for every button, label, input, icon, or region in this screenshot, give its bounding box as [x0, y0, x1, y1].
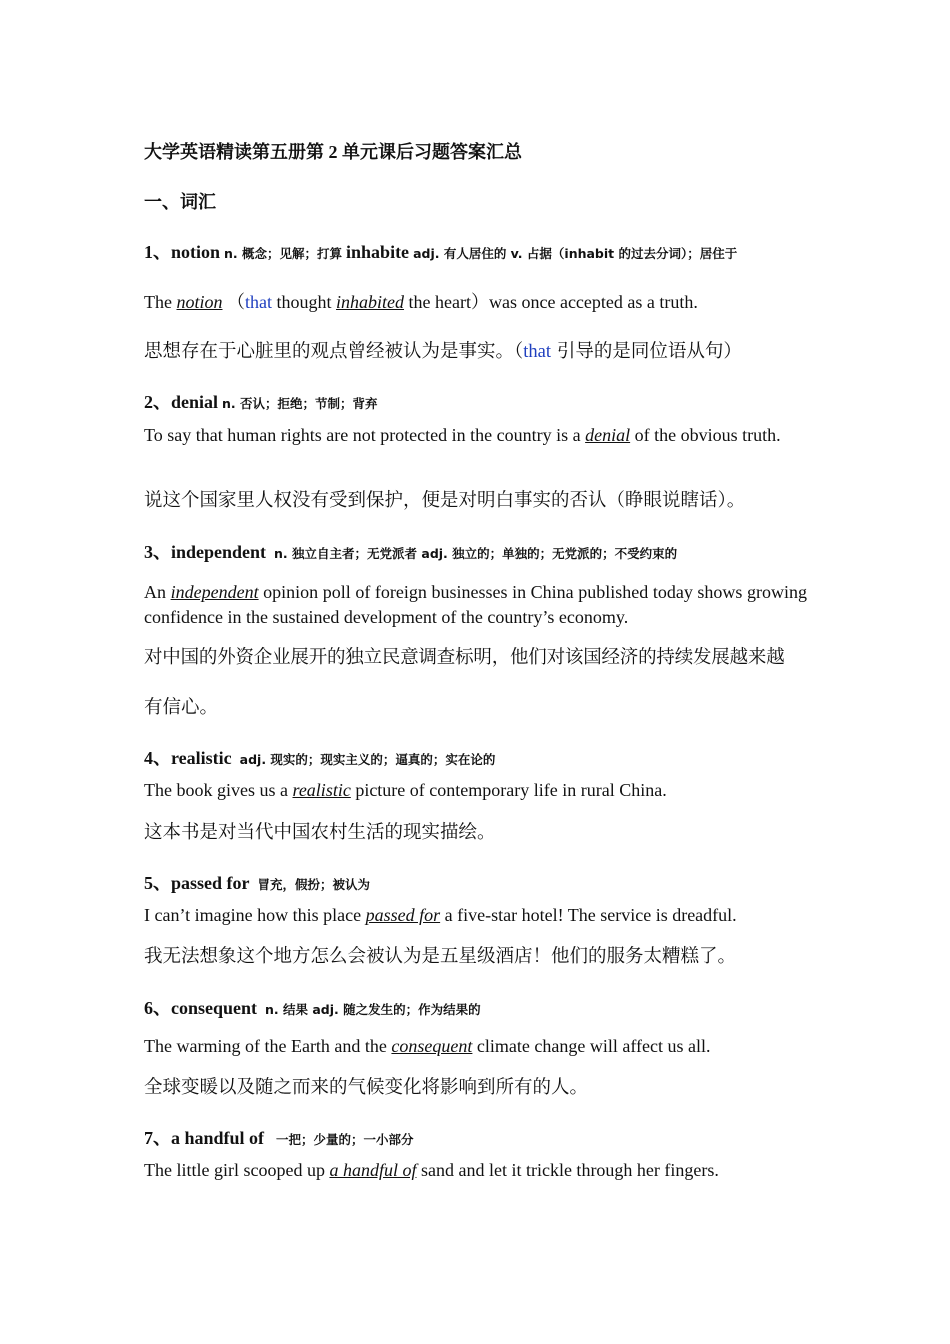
text-run: The book gives us a — [144, 780, 293, 800]
text-run: （ — [222, 292, 245, 312]
example-sentence-en — [144, 580, 807, 630]
example-sentence-en — [144, 1160, 807, 1181]
vocab-word: 3、independent — [144, 542, 267, 562]
text-run: I can’t imagine how this place — [144, 905, 366, 925]
keyword: a handful of — [329, 1160, 417, 1180]
text-run: The — [144, 292, 177, 312]
vocab-word: 1、notion — [144, 242, 221, 262]
vocab-word-2: inhabite — [346, 242, 410, 262]
vocab-definition-2: adj. 有人居住的 v. 占据（inhabit 的过去分词）；居住于 — [413, 246, 738, 261]
vocab-word: 2、denial — [144, 392, 219, 412]
example-sentence-zh: 说这个国家里人权没有受到保护，便是对明白事实的否认（睁眼说瞎话）。 — [144, 490, 746, 511]
vocab-definition: n. 概念；见解；打算 — [224, 246, 343, 261]
vocab-entry-a-handful-of — [144, 1124, 807, 1150]
text-run: The little girl scooped up — [144, 1160, 330, 1180]
vocab-word: 5、passed for — [144, 873, 250, 893]
text-run: a five-star hotel! The service is dreadful. — [440, 905, 737, 925]
section-heading: 一、词汇 — [144, 192, 216, 212]
vocab-entry-independent — [144, 538, 807, 564]
text-run: picture of contemporary life in rural China. — [350, 780, 667, 800]
example-sentence-en — [144, 905, 807, 926]
keyword: passed for — [365, 905, 441, 925]
text-run: climate change will affect us all. — [472, 1036, 711, 1056]
keyword: inhabited — [336, 292, 405, 312]
text-run: The warming of the Earth and the — [144, 1036, 392, 1056]
vocab-word: 6、consequent — [144, 998, 258, 1018]
text-run: of the obvious truth. — [630, 425, 781, 445]
example-sentence-zh-cont: 有信心。 — [144, 697, 219, 718]
text-run: opinion poll of foreign businesses in China published today shows growing confidence in the sustained development of the country’s economy. — [144, 582, 807, 627]
highlight-that: that — [245, 292, 272, 312]
vocab-word: 7、a handful of — [144, 1128, 265, 1148]
vocab-definition: adj. 现实的；现实主义的；逼真的；实在论的 — [239, 752, 496, 767]
text-run: thought — [272, 292, 337, 312]
text-run: the heart）was once accepted as a truth. — [404, 292, 698, 312]
example-sentence-zh: 对中国的外资企业展开的独立民意调查标明，他们对该国经济的持续发展越来越 — [144, 647, 785, 668]
keyword: realistic — [292, 780, 351, 800]
example-sentence-zh: 我无法想象这个地方怎么会被认为是五星级酒店！他们的服务太糟糕了。 — [144, 946, 737, 967]
document-title: 大学英语精读第五册第 2 单元课后习题答案汇总 — [144, 142, 522, 162]
example-sentence-en — [144, 1036, 807, 1057]
vocab-entry-notion — [144, 238, 807, 264]
example-sentence-en — [144, 288, 807, 314]
vocab-definition: n. 结果 adj. 随之发生的；作为结果的 — [265, 1002, 481, 1017]
text-run: 引导的是同位语从句） — [551, 341, 742, 362]
keyword: consequent — [391, 1036, 473, 1056]
text-run: 思想存在于心脏里的观点曾经被认为是事实。（ — [144, 341, 524, 362]
example-sentence-en — [144, 780, 807, 801]
keyword: independent — [170, 582, 259, 602]
text-run: To say that human rights are not protected in the country is a — [144, 425, 586, 445]
vocab-entry-consequent — [144, 994, 807, 1020]
vocab-definition: 冒充，假扮；被认为 — [257, 877, 371, 892]
keyword: denial — [585, 425, 631, 445]
vocab-definition: n. 独立自主者；无党派者 adj. 独立的；单独的；无党派的；不受约束的 — [274, 546, 678, 561]
vocab-entry-realistic — [144, 744, 807, 770]
vocab-entry-denial — [144, 388, 807, 414]
highlight-that: that — [523, 342, 552, 362]
keyword: notion — [176, 292, 223, 312]
vocab-definition: n. 否认；拒绝；节制；背弃 — [222, 396, 378, 411]
vocab-entry-passed-for — [144, 869, 807, 895]
example-sentence-zh: 全球变暖以及随之而来的气候变化将影响到所有的人。 — [144, 1077, 589, 1098]
vocab-word: 4、realistic — [144, 748, 232, 768]
text-run: sand and let it trickle through her fingers. — [416, 1160, 719, 1180]
example-sentence-zh: 这本书是对当代中国农村生活的现实描绘。 — [144, 822, 496, 843]
example-sentence-zh — [144, 337, 807, 363]
example-sentence-en — [144, 423, 807, 448]
text-run: An — [144, 582, 171, 602]
vocab-definition: 一把；少量的；一小部分 — [276, 1132, 414, 1147]
